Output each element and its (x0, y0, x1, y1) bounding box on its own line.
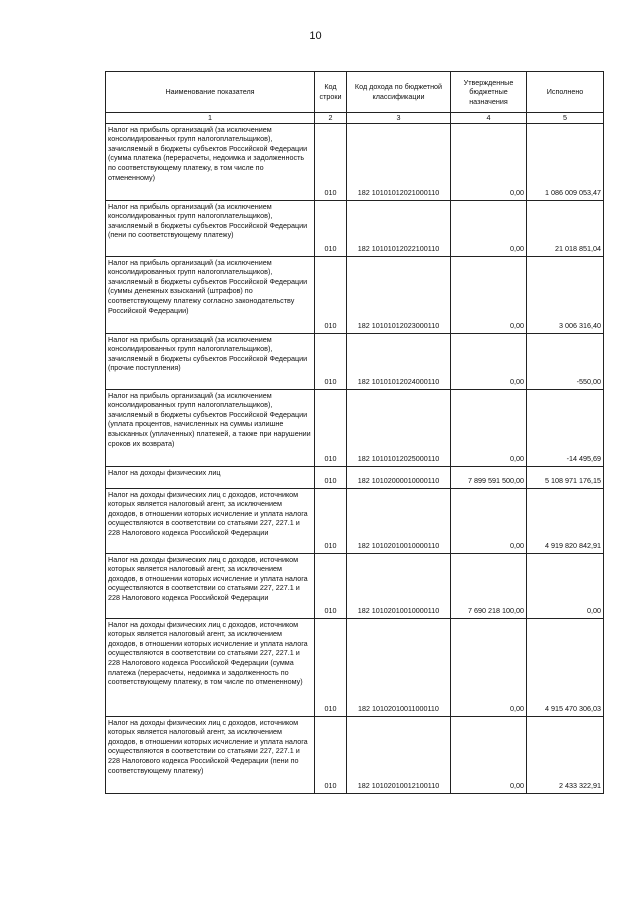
row-name: Налог на прибыль организаций (за исключением консолидированных групп налогоплательщиков), зачисляемый в бюджеты субъектов Российской Федерации (уплата процентов, начисленных на суммы излишне взысканных (уплаченных) платежей, а также при нарушении сроков их возврата) (106, 389, 315, 466)
table-header-row (106, 72, 604, 113)
header-name: Наименование показателя (106, 72, 315, 113)
row-code: 010 (315, 123, 347, 200)
column-number: 2 (315, 113, 347, 124)
row-name: Налог на прибыль организаций (за исключением консолидированных групп налогоплательщиков), зачисляемый в бюджеты субъектов Российской Федерации (пени по соответствующему платежу) (106, 200, 315, 256)
row-approved: 0,00 (451, 488, 527, 553)
row-code: 010 (315, 716, 347, 793)
row-approved: 7 690 218 100,00 (451, 553, 527, 618)
row-kbk: 182 10102010012100110 (347, 716, 451, 793)
table-row (106, 716, 604, 793)
row-name: Налог на доходы физических лиц с доходов, источником которых является налоговый агент, за исключением доходов, в отношении которых исчисление и уплата налога осуществляются в соответствии со статьями 227, 227.1 и 228 Налогового кодекса Российской Федерации (106, 553, 315, 618)
page-number: 10 (309, 30, 322, 42)
row-executed: -14 495,69 (527, 389, 604, 466)
column-number-row (106, 113, 604, 124)
row-name: Налог на доходы физических лиц с доходов, источником которых является налоговый агент, за исключением доходов, в отношении которых исчисление и уплата налога осуществляются в соответствии со статьями 227, 227.1 и 228 Налогового кодекса Российской Федерации (сумма платежа (перерасчеты, недоимка и задолженность по соответствующему платежу, в том числе по отмененному) (106, 618, 315, 716)
row-code: 010 (315, 333, 347, 389)
row-kbk: 182 10101012023000110 (347, 256, 451, 333)
row-executed: 4 919 820 842,91 (527, 488, 604, 553)
row-approved: 0,00 (451, 123, 527, 200)
row-kbk: 182 10101012024000110 (347, 333, 451, 389)
row-executed: -550,00 (527, 333, 604, 389)
table-row (106, 200, 604, 256)
row-name: Налог на доходы физических лиц (106, 466, 315, 488)
row-kbk: 182 10101012025000110 (347, 389, 451, 466)
column-number: 1 (106, 113, 315, 124)
row-approved: 0,00 (451, 200, 527, 256)
row-kbk: 182 10102010010000110 (347, 553, 451, 618)
row-approved: 0,00 (451, 716, 527, 793)
row-code: 010 (315, 200, 347, 256)
table-row (106, 333, 604, 389)
row-approved: 7 899 591 500,00 (451, 466, 527, 488)
row-code: 010 (315, 466, 347, 488)
column-number: 3 (347, 113, 451, 124)
column-number: 5 (527, 113, 604, 124)
row-kbk: 182 10101012022100110 (347, 200, 451, 256)
row-approved: 0,00 (451, 389, 527, 466)
header-kbk: Код дохода по бюджетной классификации (347, 72, 451, 113)
row-name: Налог на прибыль организаций (за исключением консолидированных групп налогоплательщиков), зачисляемый в бюджеты субъектов Российской Федерации (прочие поступления) (106, 333, 315, 389)
row-code: 010 (315, 618, 347, 716)
row-name: Налог на прибыль организаций (за исключением консолидированных групп налогоплательщиков), зачисляемый в бюджеты субъектов Российской Федерации (сумма платежа (перерасчеты, недоимка и задолженность по соответствующему платежу, в том числе по отмененному) (106, 123, 315, 200)
row-kbk: 182 10101012021000110 (347, 123, 451, 200)
row-kbk: 182 10102010011000110 (347, 618, 451, 716)
table-row (106, 389, 604, 466)
table-row (106, 488, 604, 553)
table-row (106, 123, 604, 200)
row-approved: 0,00 (451, 333, 527, 389)
row-code: 010 (315, 389, 347, 466)
header-approved: Утвержденные бюджетные назначения (451, 72, 527, 113)
row-executed: 2 433 322,91 (527, 716, 604, 793)
row-name: Налог на прибыль организаций (за исключением консолидированных групп налогоплательщиков), зачисляемый в бюджеты субъектов Российской Федерации (суммы денежных взысканий (штрафов) по соответствующему платежу согласно законодательству Российской Федерации) (106, 256, 315, 333)
row-name: Налог на доходы физических лиц с доходов, источником которых является налоговый агент, за исключением доходов, в отношении которых исчисление и уплата налога осуществляются в соответствии со статьями 227, 227.1 и 228 Налогового кодекса Российской Федерации (106, 488, 315, 553)
row-code: 010 (315, 488, 347, 553)
row-kbk: 182 10102000010000110 (347, 466, 451, 488)
header-code: Код строки (315, 72, 347, 113)
row-approved: 0,00 (451, 256, 527, 333)
table-row (106, 466, 604, 488)
row-executed: 1 086 009 053,47 (527, 123, 604, 200)
row-approved: 0,00 (451, 618, 527, 716)
row-kbk: 182 10102010010000110 (347, 488, 451, 553)
row-executed: 4 915 470 306,03 (527, 618, 604, 716)
row-name: Налог на доходы физических лиц с доходов, источником которых является налоговый агент, за исключением доходов, в отношении которых исчисление и уплата налога осуществляются в соответствии со статьями 227, 227.1 и 228 Налогового кодекса Российской Федерации (пени по соответствующему платежу) (106, 716, 315, 793)
table-row (106, 553, 604, 618)
row-executed: 3 006 316,40 (527, 256, 604, 333)
row-code: 010 (315, 256, 347, 333)
row-executed: 5 108 971 176,15 (527, 466, 604, 488)
header-executed: Исполнено (527, 72, 604, 113)
table-row (106, 618, 604, 716)
column-number: 4 (451, 113, 527, 124)
row-code: 010 (315, 553, 347, 618)
row-executed: 0,00 (527, 553, 604, 618)
budget-execution-table (105, 71, 604, 794)
table-row (106, 256, 604, 333)
row-executed: 21 018 851,04 (527, 200, 604, 256)
